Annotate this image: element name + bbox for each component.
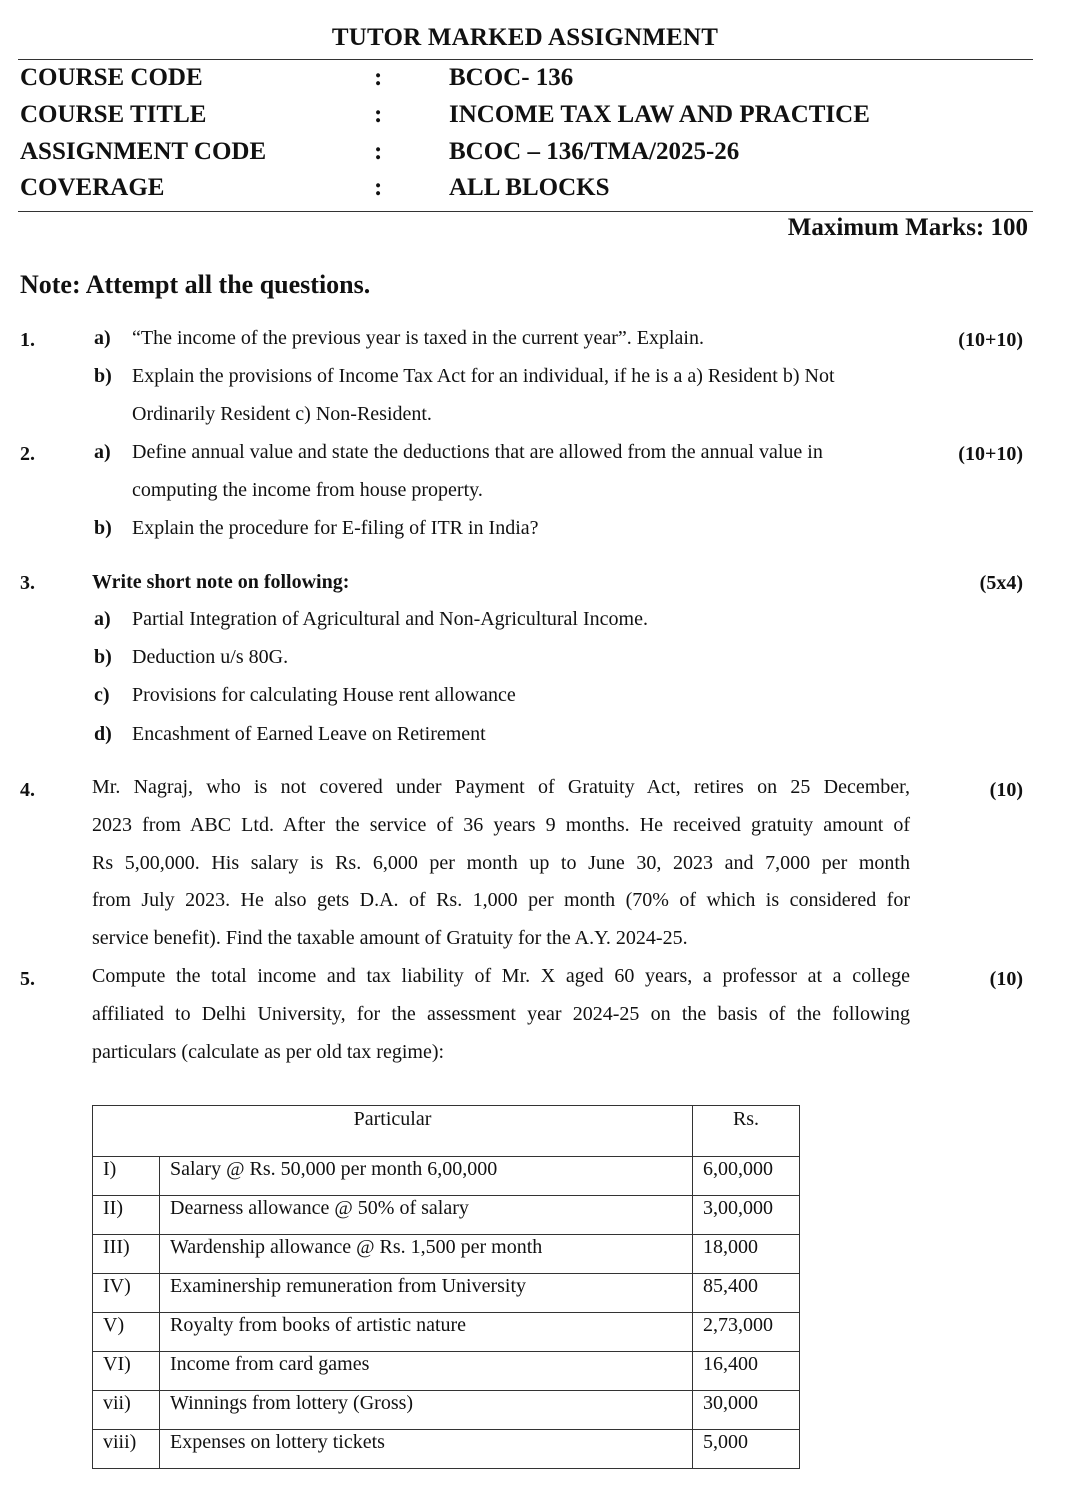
part-text: Encashment of Earned Leave on Retirement [132, 723, 486, 745]
question-3-number: 3. [20, 572, 35, 594]
question-3b [94, 646, 288, 669]
row-particular: Examinership remuneration from University [160, 1274, 693, 1313]
coverage-label: COVERAGE [20, 174, 165, 201]
row-particular: Income from card games [160, 1352, 693, 1391]
question-2a-continued: computing the income from house property. [132, 479, 483, 501]
question-4-text [92, 769, 910, 958]
course-code-colon: : [374, 64, 383, 91]
question-5-line: affiliated to Delhi University, for the assessment year 2024-25 on the basis of the following [92, 1002, 910, 1025]
part-text: Deduction u/s 80G. [132, 646, 289, 668]
question-5-line: particulars (calculate as per old tax regime): [92, 1040, 445, 1063]
question-4-line: Mr. Nagraj, who is not covered under Payment of Gratuity Act, retires on 25 December, [92, 776, 910, 798]
table-row [93, 1313, 800, 1352]
part-text: Explain the provisions of Income Tax Act for an individual, if he is a a) Resident b) Not [132, 365, 835, 387]
part-label: b) [94, 365, 112, 387]
row-particular: Expenses on lottery tickets [160, 1430, 693, 1469]
question-1b-continued: Ordinarily Resident c) Non-Resident. [132, 403, 432, 425]
coverage-value: ALL BLOCKS [449, 174, 610, 201]
row-number: VI) [93, 1352, 160, 1391]
part-label: b) [94, 646, 112, 668]
part-label: a) [94, 327, 111, 349]
part-label: c) [94, 684, 110, 706]
question-2-number: 2. [20, 443, 35, 465]
question-1b [94, 365, 835, 388]
part-label: d) [94, 723, 112, 745]
row-number: III) [93, 1235, 160, 1274]
question-3c [94, 684, 516, 707]
question-3-marks: (5x4) [979, 572, 1023, 594]
assignment-code-label: ASSIGNMENT CODE [20, 138, 267, 165]
coverage-colon: : [374, 174, 383, 201]
part-label: a) [94, 608, 111, 630]
assignment-code-colon: : [374, 138, 383, 165]
course-title-value: INCOME TAX LAW AND PRACTICE [449, 101, 870, 128]
row-amount: 85,400 [693, 1274, 800, 1313]
row-amount: 18,000 [693, 1235, 800, 1274]
question-5-marks: (10) [989, 968, 1023, 990]
row-number: IV) [93, 1274, 160, 1313]
part-text: Partial Integration of Agricultural and Non-Agricultural Income. [132, 608, 648, 630]
header-bottom-rule [18, 211, 1033, 212]
row-particular: Wardenship allowance @ Rs. 1,500 per month [160, 1235, 693, 1274]
row-particular: Winnings from lottery (Gross) [160, 1391, 693, 1430]
question-5-line: Compute the total income and tax liability of Mr. X aged 60 years, a professor at a college [92, 965, 910, 987]
row-amount: 30,000 [693, 1391, 800, 1430]
question-2-marks: (10+10) [958, 443, 1023, 465]
question-3a [94, 608, 648, 631]
row-amount: 6,00,000 [693, 1157, 800, 1196]
question-4-marks: (10) [989, 779, 1023, 801]
table-row [93, 1352, 800, 1391]
question-1-number: 1. [20, 329, 35, 351]
maximum-marks: Maximum Marks: 100 [787, 214, 1028, 241]
question-4-number: 4. [20, 779, 35, 801]
part-text: Explain the procedure for E-filing of ITR in India? [132, 517, 539, 539]
table-row [93, 1274, 800, 1313]
table-row [93, 1157, 800, 1196]
question-3-heading: Write short note on following: [92, 571, 350, 593]
course-code-label: COURSE CODE [20, 64, 203, 91]
header-top-rule [18, 59, 1033, 60]
row-number: viii) [93, 1430, 160, 1469]
course-title-colon: : [374, 101, 383, 128]
question-4-line: service benefit). Find the taxable amount of Gratuity for the A.Y. 2024-25. [92, 927, 688, 950]
part-label: b) [94, 517, 112, 539]
course-code-value: BCOC- 136 [449, 64, 574, 91]
question-1a [94, 327, 704, 350]
table-row [93, 1235, 800, 1274]
table-row [93, 1196, 800, 1235]
question-5-number: 5. [20, 968, 35, 990]
row-amount: 5,000 [693, 1430, 800, 1469]
question-4-line: Rs 5,00,000. His salary is Rs. 6,000 per month up to June 30, 2023 and 7,000 per month [92, 851, 910, 874]
question-4-line: 2023 from ABC Ltd. After the service of 36 years 9 months. He received gratuity amount of [92, 813, 910, 836]
assignment-code-value: BCOC – 136/TMA/2025-26 [449, 138, 740, 165]
row-particular: Royalty from books of artistic nature [160, 1313, 693, 1352]
row-number: II) [93, 1196, 160, 1235]
part-text: Define annual value and state the deductions that are allowed from the annual value in [132, 441, 823, 463]
document-title: TUTOR MARKED ASSIGNMENT [331, 24, 719, 51]
instructions-note: Note: Attempt all the questions. [20, 270, 371, 299]
header-particular: Particular [93, 1106, 693, 1157]
table-header-row [93, 1106, 800, 1157]
table-row [93, 1430, 800, 1469]
question-4-line: from July 2023. He also gets D.A. of Rs. 1,000 per month (70% of which is considered for [92, 889, 910, 912]
row-number: vii) [93, 1391, 160, 1430]
question-5-text [92, 958, 910, 1071]
question-3d [94, 723, 486, 746]
part-text: Provisions for calculating House rent allowance [132, 684, 516, 706]
course-title-label: COURSE TITLE [20, 101, 207, 128]
row-number: I) [93, 1157, 160, 1196]
question-1-marks: (10+10) [958, 329, 1023, 351]
row-particular: Dearness allowance @ 50% of salary [160, 1196, 693, 1235]
part-label: a) [94, 441, 111, 463]
row-particular: Salary @ Rs. 50,000 per month 6,00,000 [160, 1157, 693, 1196]
particulars-table [92, 1105, 800, 1469]
row-number: V) [93, 1313, 160, 1352]
table-row [93, 1391, 800, 1430]
question-2a [94, 441, 823, 464]
question-2b [94, 517, 539, 540]
part-text: “The income of the previous year is taxed in the current year”. Explain. [132, 327, 704, 349]
row-amount: 3,00,000 [693, 1196, 800, 1235]
row-amount: 16,400 [693, 1352, 800, 1391]
row-amount: 2,73,000 [693, 1313, 800, 1352]
header-amount: Rs. [693, 1106, 800, 1157]
